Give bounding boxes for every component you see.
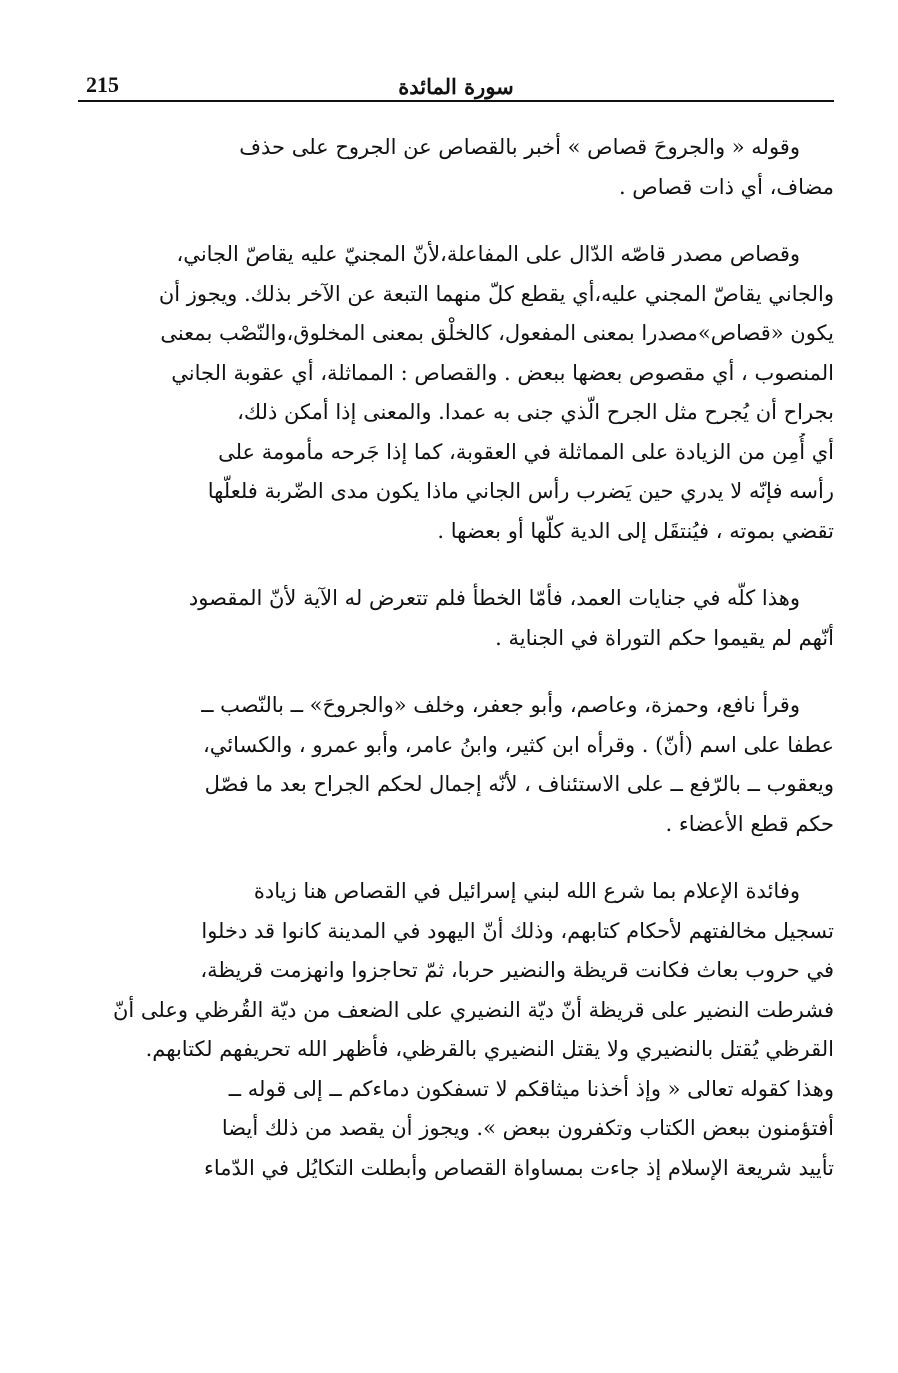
text-line: القرظي يُقتل بالنضيري ولا يقتل النضيري بالقرظي، فأظهر الله تحريفهم لكتابهم. [145, 1037, 834, 1061]
paragraph-2 [78, 235, 834, 551]
text-line: وهذا كلّه في جنايات العمد، فأمّا الخطأ فلم تتعرض له الآية لأنّ المقصود [188, 586, 800, 610]
text-line: رأسه فإنّه لا يدري حين يَضرب رأس الجاني ماذا يكون مدى الضّربة فلعلّها [207, 479, 834, 503]
text-line: تأييد شريعة الإسلام إذ جاءت بمساواة القصاص وأبطلت التكايُل في الدّماء [204, 1155, 834, 1180]
text-line: يكون «قصاص»مصدرا بمعنى المفعول، كالخلْق بمعنى المخلوق،والنّصْب بمعنى [160, 321, 834, 345]
text-line: حكم قطع الأعضاء . [665, 811, 834, 836]
text-line: وفائدة الإعلام بما شرع الله لبني إسرائيل في القصاص هنا زيادة [253, 879, 800, 903]
text-line: وقوله « والجروحَ قصاص » أخبر بالقصاص عن الجروح على حذف [239, 135, 800, 159]
text-line: ويعقوب ــ بالرّفع ــ على الاستئناف ، لأنّه إجمال لحكم الجراح بعد ما فصّل [204, 772, 834, 796]
text-line: مضاف، أي ذات قصاص . [618, 174, 834, 199]
text-line: وقرأ نافع، وحمزة، وعاصم، وأبو جعفر، وخلف «والجروحَ» ــ بالنّصب ــ [201, 693, 800, 717]
text-line: وهذا كقوله تعالى « وإذ أخذنا ميثاقكم لا تسفكون دماءكم ــ إلى قوله ــ [228, 1076, 834, 1101]
text-line: والجاني يقاصّ المجني عليه،أي يقطع كلّ منهما التبعة عن الآخر بذلك. ويجوز أن [158, 281, 834, 306]
surah-title: سورة المائدة [398, 74, 514, 99]
text-line: أفتؤمنون ببعض الكتاب وتكفرون ببعض ». ويجوز أن يقصد من ذلك أيضا [221, 1116, 834, 1140]
page-header [78, 66, 834, 100]
text-line: بجراح أن يُجرح مثل الجرح الّذي جنى به عمدا. والمعنى إذا أمكن ذلك، [237, 400, 834, 424]
text-line: أي أُمِن من الزيادة على المماثلة في العقوبة، كما إذا جَرحه مأمومة على [218, 439, 834, 464]
paragraph-5 [78, 872, 834, 1188]
text-line: عطفا على اسم (أنّ) . وقرأه ابن كثير، وابنُ عامر، وأبو عمرو ، والكسائي، [203, 732, 834, 757]
text-line: في حروب بعاث فكانت قريظة والنضير حربا، ثمّ تحاجزوا وانهزمت قريظة، [200, 958, 834, 982]
page-number: 215 [86, 72, 119, 97]
paragraph-1 [78, 128, 834, 207]
paragraph-3 [78, 579, 834, 658]
text-line: أنّهم لم يقيموا حكم التوراة في الجناية . [495, 625, 834, 650]
page-body [78, 128, 834, 1188]
text-line: فشرطت النضير على قريظة أنّ ديّة النضيري على الضعف من ديّة القُرظي وعلى أنّ [112, 997, 834, 1022]
text-line: تقضي بموته ، فيُنتقَل إلى الدية كلّها أو بعضها . [437, 518, 834, 543]
header-divider [78, 100, 834, 102]
text-line: تسجيل مخالفتهم لأحكام كتابهم، وذلك أنّ اليهود في المدينة كانوا قد دخلوا [201, 918, 834, 943]
text-line: المنصوب ، أي مقصوص بعضها ببعض . والقصاص : المماثلة، أي عقوبة الجاني [171, 360, 834, 385]
text-line: وقصاص مصدر قاصّه الدّال على المفاعلة،لأنّ المجنيّ عليه يقاصّ الجاني، [176, 242, 800, 266]
paragraph-4 [78, 686, 834, 844]
